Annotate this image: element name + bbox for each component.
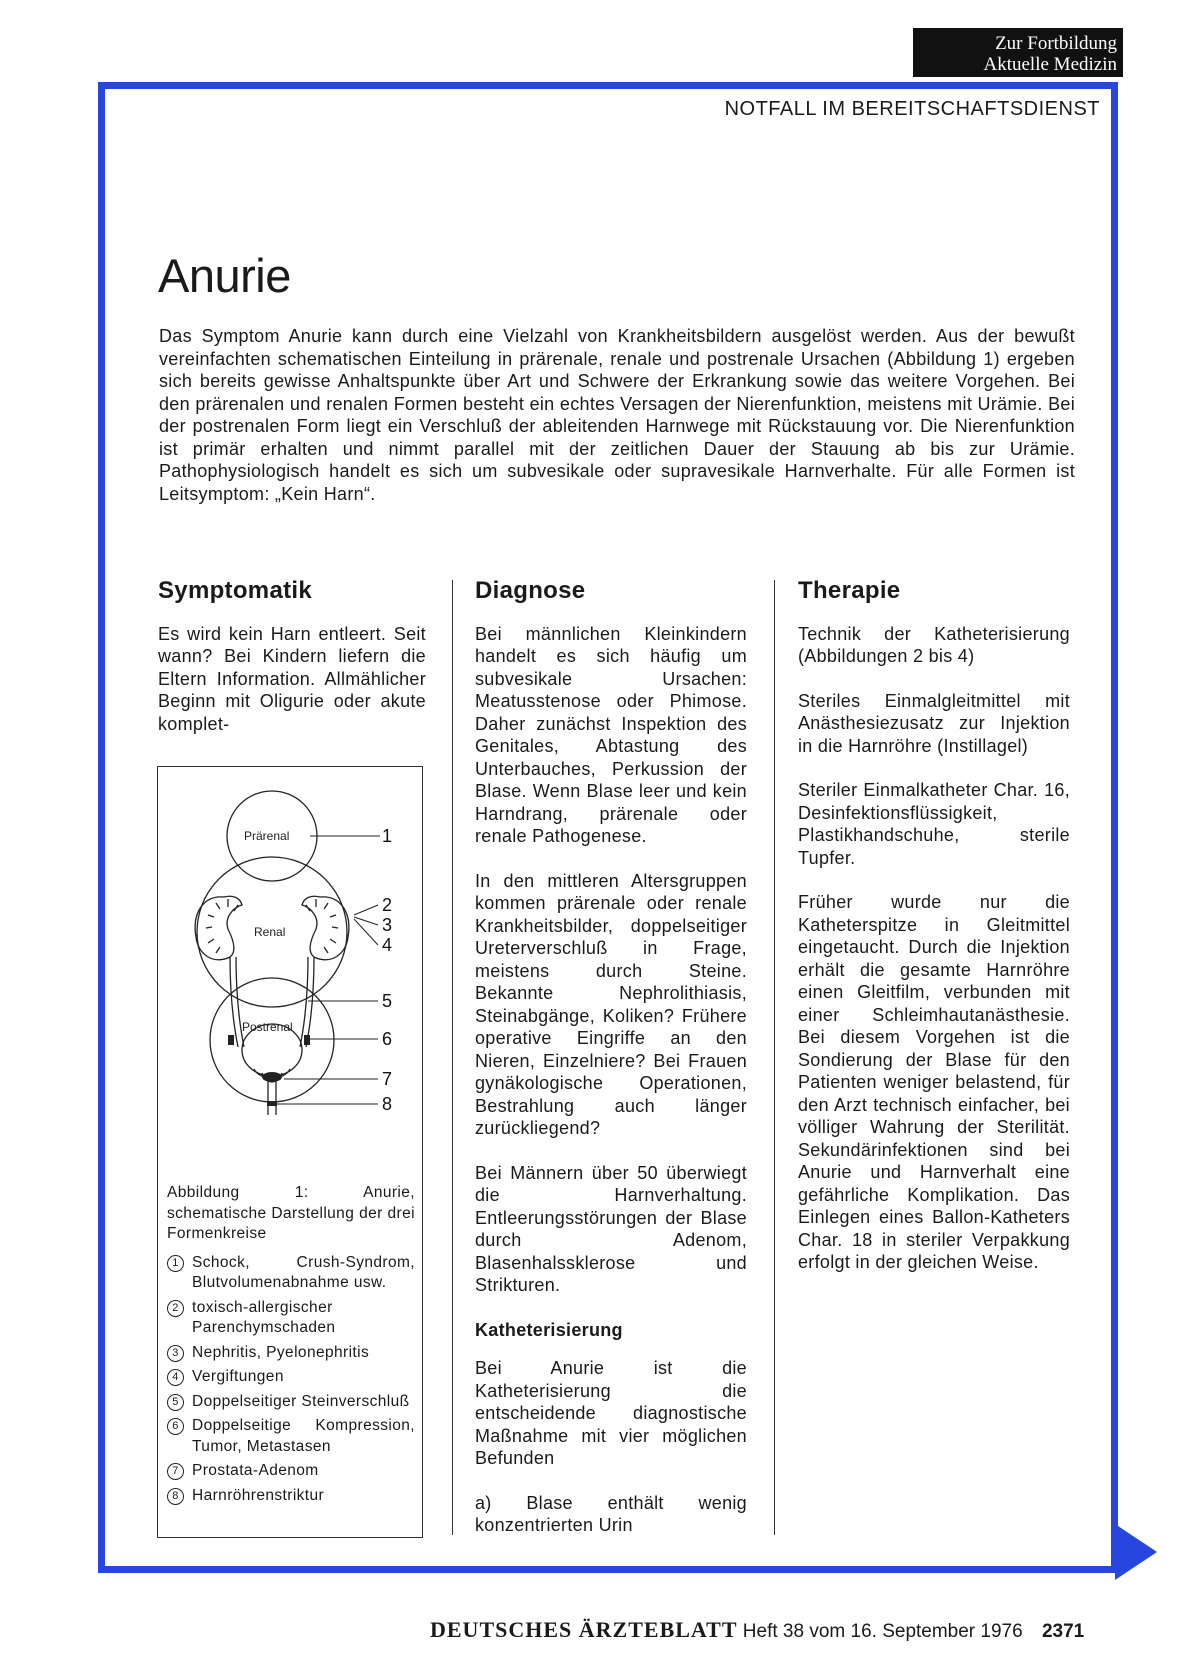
circled-number: 3 — [167, 1345, 184, 1362]
figure-caption — [167, 1183, 415, 1510]
figure-number: 7 — [382, 1069, 393, 1089]
therapie-paragraph: Früher wurde nur die Katheterspitze in Gleitmittel eingetaucht. Durch die Injektion erhält die gesamte Harnröhre einen Gleitfilm, verbunden mit einer Schleimhautanästhesie. Bei diesem Vorgehen ist die Sondierung der Blase für den Patienten weniger belastend, für den Arzt technisch einfacher, bei völliger Wahrung der Sterilität. Sekundärinfektionen sind bei Anurie und Harnverhalt eine gefährliche Komplikation. Das Einlegen eines Ballon-Katheters Char. 18 in steriler Verpakkung erfolgt in der gleichen Weise. — [798, 892, 1070, 1272]
section-heading: NOTFALL IM BEREITSCHAFTSDIENST — [724, 98, 1100, 120]
column-divider — [452, 580, 453, 1535]
diagnose-paragraph: Bei Anurie ist die Katheterisierung die entscheidende diagnostische Maßnahme mit vier möglichen Befunden — [475, 1358, 747, 1468]
figure-number: 2 — [382, 895, 393, 915]
urethra — [268, 1079, 276, 1115]
legend-text: Vergiftungen — [192, 1368, 284, 1385]
label-postrenal: Postrenal — [242, 1020, 293, 1034]
page-number: 2371 — [1041, 1621, 1085, 1642]
leader-line-3 — [354, 917, 378, 925]
legend-item — [167, 1486, 415, 1507]
legend-item — [167, 1253, 415, 1294]
therapie-paragraph: Steriler Einmalkatheter Char. 16, Desinfektionsflüssigkeit, Plastikhandschuhe, sterile Tupfer. — [798, 780, 1070, 868]
figure-number: 8 — [382, 1094, 393, 1114]
legend-text: toxisch-allergischer Parenchymschaden — [192, 1298, 336, 1336]
circled-number: 7 — [167, 1463, 184, 1480]
legend-text: Schock, Crush-Syndrom, Blutvolumenabnahme usw. — [192, 1253, 415, 1291]
legend-item — [167, 1343, 415, 1364]
column-therapie — [798, 577, 1070, 1296]
legend-text: Harnröhrenstriktur — [192, 1486, 325, 1504]
heading-diagnose: Diagnose — [475, 577, 586, 604]
figure-legend — [167, 1253, 415, 1507]
legend-text: Nephritis, Pyelonephritis — [192, 1343, 370, 1361]
article-title: Anurie — [158, 249, 291, 302]
leader-line-4 — [354, 919, 378, 945]
therapie-paragraph: Steriles Einmalgleitmittel mit Anästhesiezusatz zur Injektion in die Harnröhre (Instillagel) — [798, 690, 1070, 756]
circled-number: 8 — [167, 1488, 184, 1505]
badge-line-2: Aktuelle Medizin — [983, 54, 1117, 75]
legend-item — [167, 1392, 415, 1413]
right-stone-icon — [304, 1035, 310, 1045]
column-symptomatik — [158, 577, 426, 757]
legend-text: Prostata-Adenom — [192, 1462, 319, 1479]
badge-line-1: Zur Fortbildung — [995, 33, 1117, 54]
journal-name: DEUTSCHES ÄRZTEBLATT — [430, 1617, 738, 1642]
label-prerenal: Prärenal — [244, 829, 290, 843]
issue-info: Heft 38 vom 16. September 1976 — [742, 1621, 1023, 1642]
right-ureter — [300, 957, 308, 1047]
circled-number: 5 — [167, 1394, 184, 1411]
legend-item — [167, 1416, 415, 1457]
circled-number: 2 — [167, 1300, 184, 1317]
figure-caption-text: Abbildung 1: Anurie, schematische Darstellung der drei Formenkreise — [167, 1184, 415, 1242]
figure-number: 5 — [382, 991, 393, 1011]
label-renal: Renal — [254, 925, 286, 939]
article-intro: Das Symptom Anurie kann durch eine Vielzahl von Krankheitsbildern ausgelöst werden. Aus der bewußt vereinfachten schematischen Einteilung in prärenale, renale und postrenale Ursachen (Abbildung 1) ergeben sich bereits gewisse Anhaltspunkte über Art und Schwere der Erkrankung sowie das weitere Vorgehen. Bei den prärenalen und renalen Formen besteht ein echtes Versagen der Nierenfunktion, meistens mit Urämie. Bei der postrenalen Form liegt ein Verschluß der ableitenden Harnwege mit Rückstauung vor. Die Nierenfunktion ist primär erhalten und nimmt parallel mit der zeitlichen Dauer der Stauung ab bis zur Urämie. Pathophysiologisch handelt es sich um subvesikale oder supravesikale Harnverhalte. Für alle Formen ist Leitsymptom: „Kein Harn“. — [159, 326, 1075, 504]
circled-number: 4 — [167, 1369, 184, 1386]
stricture-icon — [267, 1101, 277, 1106]
anuria-schematic-diagram — [158, 767, 422, 1177]
heading-katheterisierung: Katheterisierung — [475, 1319, 623, 1340]
diagnose-paragraph: a) Blase enthält wenig konzentrierten Urin — [475, 1492, 747, 1535]
figure-number: 3 — [382, 915, 393, 935]
legend-text: Doppelseitige Kompression, Tumor, Metastasen — [192, 1417, 415, 1455]
adenoma-icon — [262, 1072, 282, 1082]
legend-item — [167, 1461, 415, 1482]
legend-item — [167, 1298, 415, 1339]
heading-therapie: Therapie — [798, 577, 901, 604]
section-badge — [913, 28, 1123, 77]
diagnose-paragraph: In den mittleren Altersgruppen kommen prärenale oder renale Krankheitsbilder, doppelseitiger Ureterverschluß in Frage, meistens durch Steine. Bekannte Nephrolithiasis, Steinabgänge, Koliken? Frühere operative Eingriffe an den Nieren, Einzelniere? Bei Frauen gynäkologische Operationen, Bestrahlung auch länger zurückliegend? — [475, 870, 747, 1138]
left-stone-icon — [228, 1035, 234, 1045]
legend-item — [167, 1367, 415, 1388]
diagnose-paragraph: Bei männlichen Kleinkindern handelt es sich häufig um subvesikale Ursachen: Meatusstenose oder Phimose. Daher zunächst Inspektion des Genitales, Abtastung des Unterbauches, Perkussion der Blase. Wenn Blase leer und kein Harndrang, prärenale oder renale Pathogenese. — [475, 623, 747, 846]
legend-text: Doppelseitiger Steinverschluß — [192, 1392, 410, 1410]
column-divider — [774, 580, 775, 1535]
circled-number: 1 — [167, 1255, 184, 1272]
figure-1 — [157, 766, 423, 1538]
diagnose-paragraph: Bei Männern über 50 überwiegt die Harnverhaltung. Entleerungsstörungen der Blase durch Adenom, Blasenhalssklerose und Strikturen. — [475, 1162, 747, 1295]
circled-number: 6 — [167, 1418, 184, 1435]
symptomatik-text: Es wird kein Harn entleert. Seit wann? Bei Kindern liefern die Eltern Information. Allmählicher Beginn mit Oligurie oder akute komplet- — [158, 623, 426, 734]
page-footer — [430, 1617, 1110, 1643]
leader-line-2 — [354, 905, 378, 915]
column-diagnose — [475, 577, 747, 1559]
figure-number: 1 — [382, 826, 393, 846]
figure-number: 4 — [382, 935, 393, 955]
therapie-paragraph: Technik der Katheterisierung (Abbildungen 2 bis 4) — [798, 623, 1070, 666]
heading-symptomatik: Symptomatik — [158, 577, 313, 604]
figure-number: 6 — [382, 1029, 393, 1049]
next-page-arrow-icon[interactable] — [1115, 1524, 1157, 1580]
